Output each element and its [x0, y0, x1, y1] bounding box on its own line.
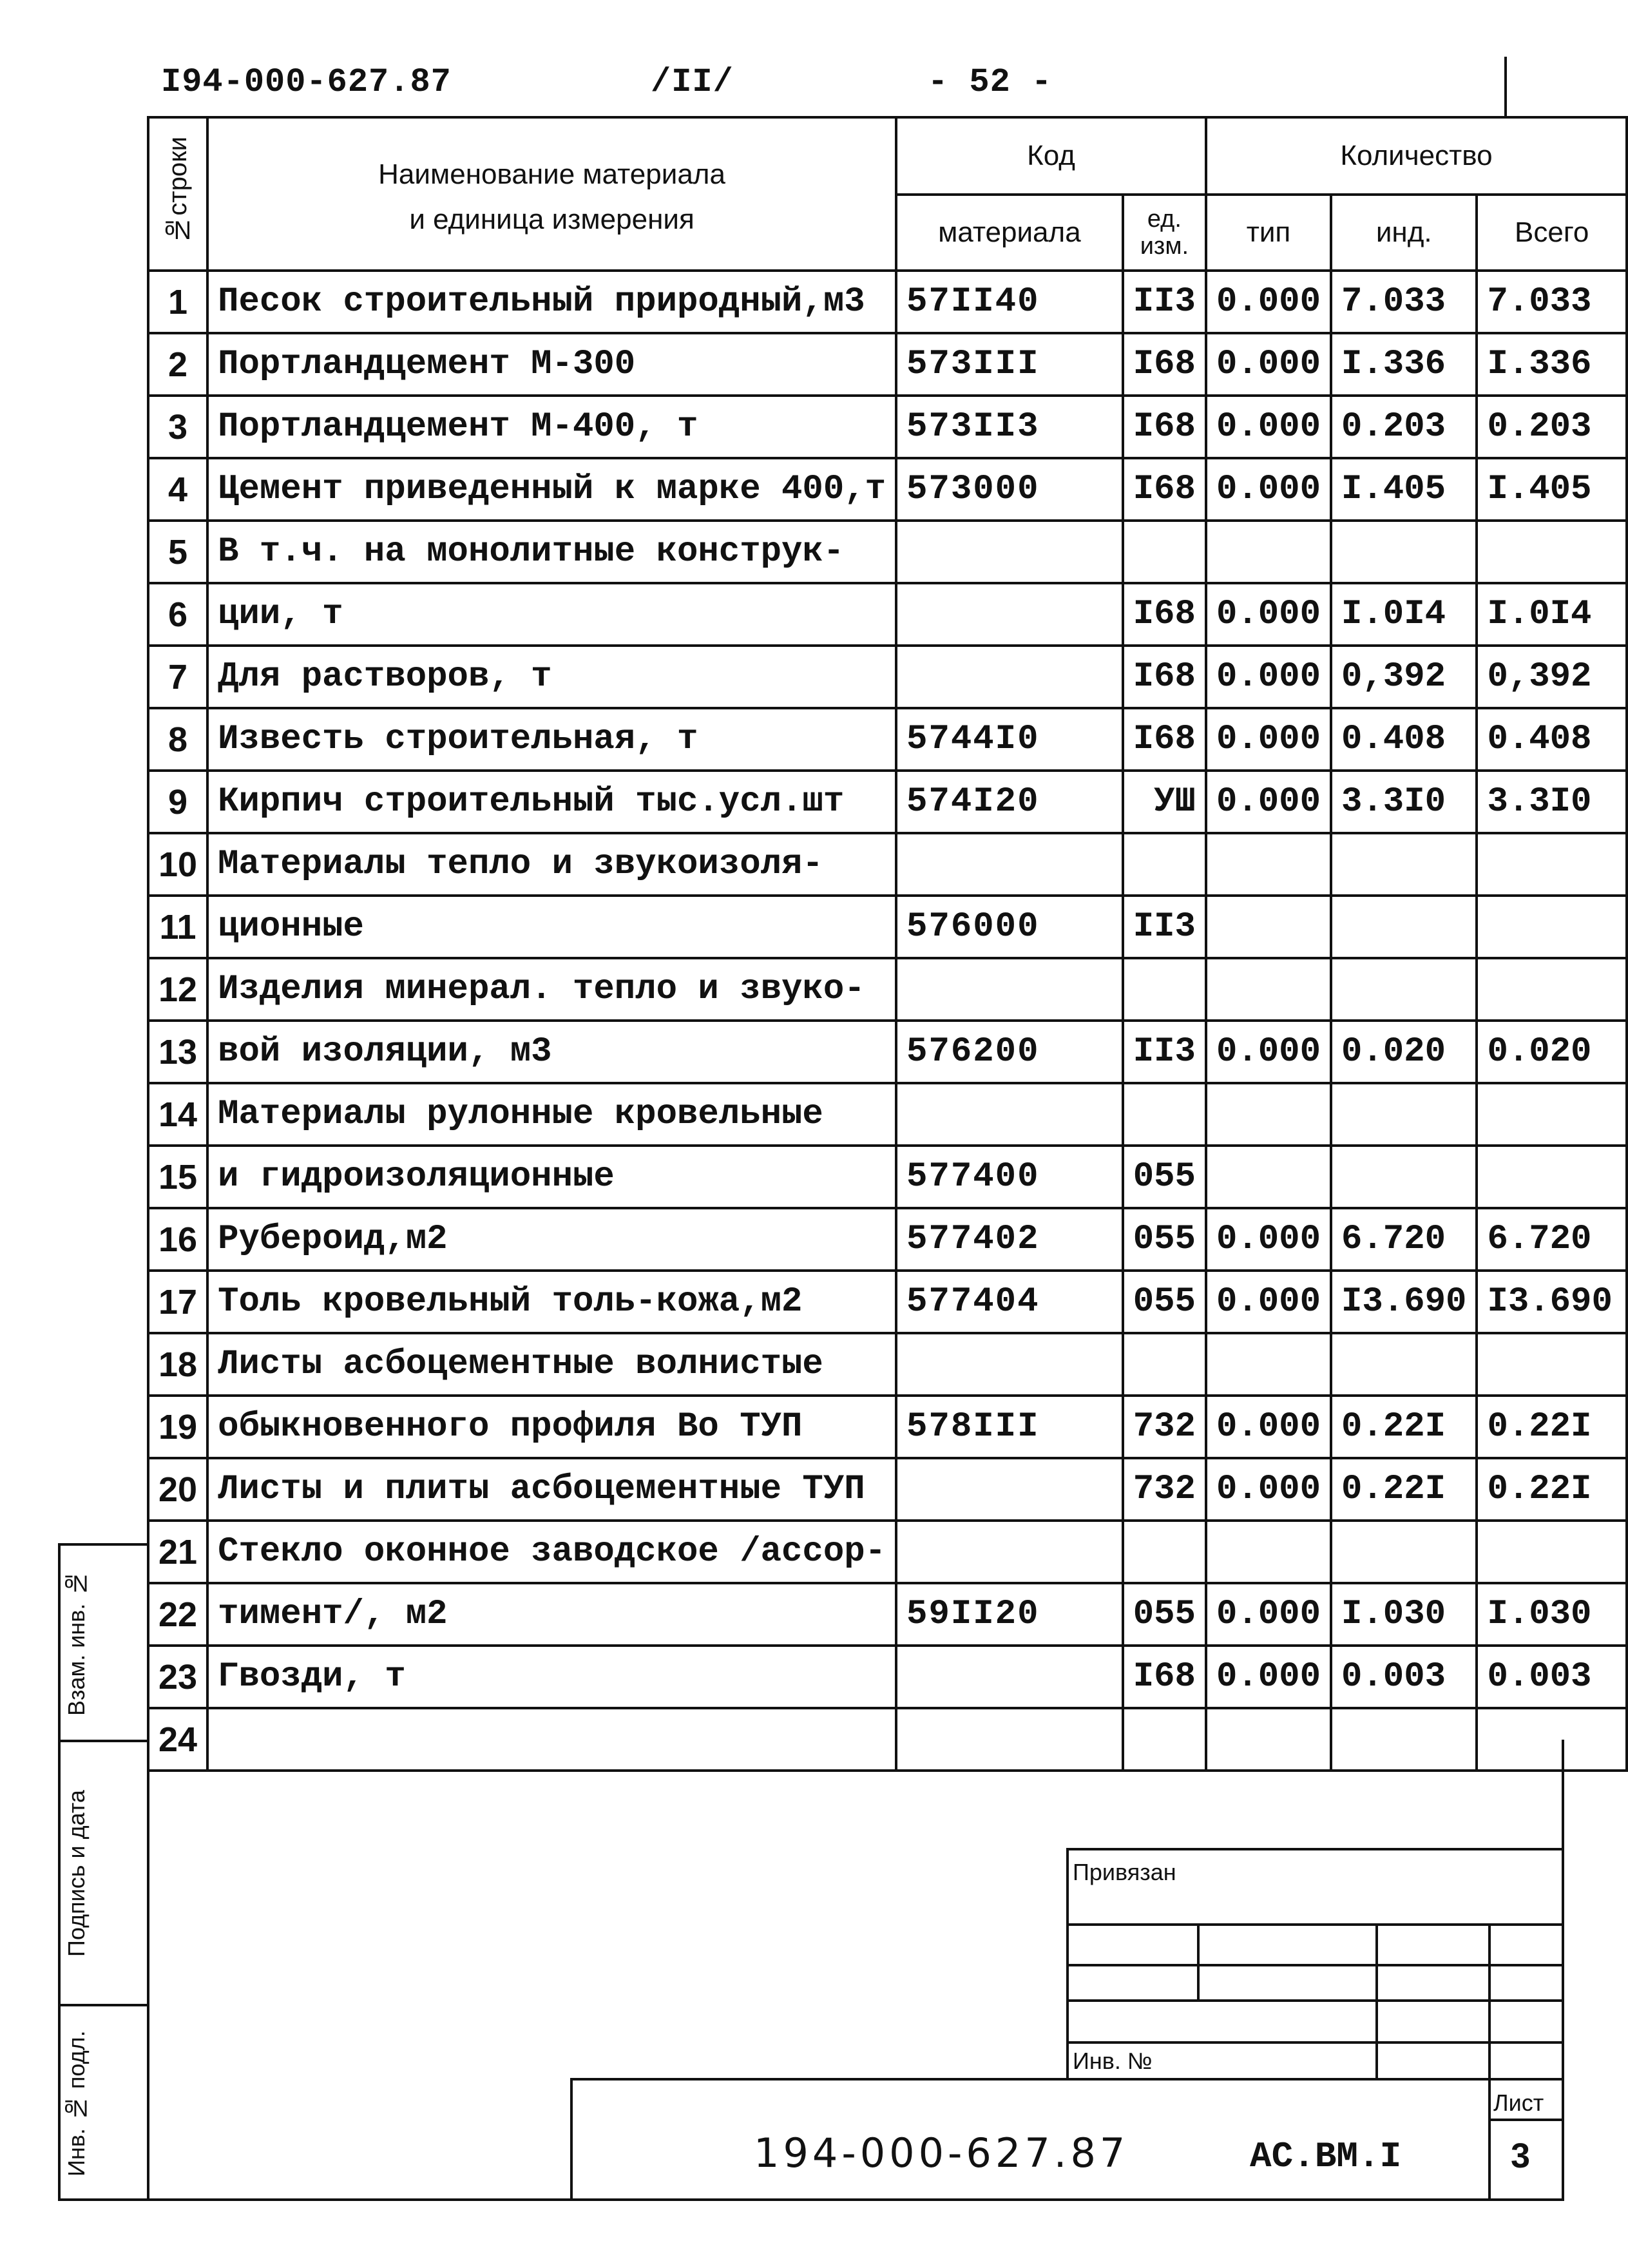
qty-total: I.030 [1477, 1583, 1627, 1646]
material-name: обыкновенного профиля Во ТУП [207, 1396, 896, 1458]
row-number: 15 [148, 1146, 207, 1208]
material-code: 577404 [896, 1271, 1123, 1333]
row-number: 20 [148, 1458, 207, 1521]
unit-code: I68 [1123, 583, 1206, 646]
qty-type: 0.000 [1206, 771, 1331, 833]
row-number: 16 [148, 1208, 207, 1271]
qty-ind: 0.203 [1331, 396, 1477, 458]
material-name: Материалы тепло и звукоизоля- [207, 833, 896, 896]
table-row [148, 1021, 1627, 1083]
unit-code: I68 [1123, 333, 1206, 396]
qty-ind: 3.3I0 [1331, 771, 1477, 833]
qty-type [1206, 958, 1331, 1021]
unit-code: 055 [1123, 1271, 1206, 1333]
table-row [148, 1646, 1627, 1708]
header-row-number-label: №строки [163, 137, 192, 244]
unit-code: 732 [1123, 1458, 1206, 1521]
table-row [148, 1458, 1627, 1521]
qty-ind: 0,392 [1331, 646, 1477, 708]
table-row [148, 396, 1627, 458]
table-row [148, 896, 1627, 958]
table-row [148, 646, 1627, 708]
header-quantity-group: Количество [1206, 117, 1627, 195]
unit-code: II3 [1123, 271, 1206, 333]
qty-total: I.405 [1477, 458, 1627, 521]
material-name: Толь кровельный толь-кожа,м2 [207, 1271, 896, 1333]
table-row [148, 333, 1627, 396]
unit-code: 055 [1123, 1583, 1206, 1646]
material-name: Известь строительная, т [207, 708, 896, 771]
qty-type: 0.000 [1206, 1646, 1331, 1708]
row-number: 8 [148, 708, 207, 771]
qty-total [1477, 896, 1627, 958]
table-row [148, 708, 1627, 771]
table-row [148, 521, 1627, 583]
side-stamp-divider-1 [58, 1740, 148, 1742]
qty-type: 0.000 [1206, 1396, 1331, 1458]
side-inv-podl: Инв. № подл. [63, 2030, 90, 2177]
table-row [148, 1583, 1627, 1646]
material-name: и гидроизоляционные [207, 1146, 896, 1208]
qty-total [1477, 1333, 1627, 1396]
row-number: 23 [148, 1646, 207, 1708]
header-qty-ind: инд. [1331, 195, 1477, 271]
qty-total: 0.408 [1477, 708, 1627, 771]
row-number: 3 [148, 396, 207, 458]
table-row [148, 958, 1627, 1021]
table-row [148, 458, 1627, 521]
qty-type: 0.000 [1206, 708, 1331, 771]
row-number: 4 [148, 458, 207, 521]
qty-ind [1331, 1521, 1477, 1583]
material-code: 5744I0 [896, 708, 1123, 771]
qty-total [1477, 833, 1627, 896]
material-code [896, 958, 1123, 1021]
table-row [148, 1333, 1627, 1396]
tb-stamp-top [570, 2078, 1564, 2081]
qty-type [1206, 1146, 1331, 1208]
header-page-number: - 52 - [928, 63, 1053, 101]
qty-total: I3.690 [1477, 1271, 1627, 1333]
qty-ind [1331, 1708, 1477, 1771]
unit-code [1123, 521, 1206, 583]
qty-type: 0.000 [1206, 1208, 1331, 1271]
tb-doc-number: 194-000-627.87 [754, 2129, 1129, 2177]
qty-type: 0.000 [1206, 396, 1331, 458]
material-code [896, 583, 1123, 646]
qty-ind: I3.690 [1331, 1271, 1477, 1333]
table-row [148, 771, 1627, 833]
qty-type: 0.000 [1206, 333, 1331, 396]
qty-total: 0,392 [1477, 646, 1627, 708]
header-divider [1504, 57, 1507, 118]
qty-ind: 7.033 [1331, 271, 1477, 333]
qty-total: 7.033 [1477, 271, 1627, 333]
tb-privyazan-top [1066, 1848, 1564, 1850]
unit-code [1123, 1521, 1206, 1583]
material-name: Изделия минерал. тепло и звуко- [207, 958, 896, 1021]
unit-code: 055 [1123, 1146, 1206, 1208]
material-code [896, 646, 1123, 708]
unit-code: УШ [1123, 771, 1206, 833]
qty-total: 0.003 [1477, 1646, 1627, 1708]
qty-total: I.0I4 [1477, 583, 1627, 646]
row-number: 18 [148, 1333, 207, 1396]
material-name: ции, т [207, 583, 896, 646]
qty-ind: I.0I4 [1331, 583, 1477, 646]
qty-ind: 6.720 [1331, 1208, 1477, 1271]
qty-type [1206, 1333, 1331, 1396]
header-doc-number: I94-000-627.87 [161, 63, 452, 101]
qty-total [1477, 521, 1627, 583]
qty-total [1477, 1521, 1627, 1583]
row-number: 13 [148, 1021, 207, 1083]
tb-sheet-divider [1488, 2119, 1564, 2121]
material-name: В т.ч. на монолитные конструк- [207, 521, 896, 583]
unit-code: I68 [1123, 396, 1206, 458]
table-row [148, 1396, 1627, 1458]
material-code [896, 1521, 1123, 1583]
frame-bottom-line [147, 2198, 1564, 2201]
qty-total: 0.020 [1477, 1021, 1627, 1083]
qty-ind: I.336 [1331, 333, 1477, 396]
qty-ind [1331, 521, 1477, 583]
unit-code [1123, 958, 1206, 1021]
material-name [207, 1708, 896, 1771]
material-code [896, 1458, 1123, 1521]
qty-total: 0.22I [1477, 1396, 1627, 1458]
qty-type: 0.000 [1206, 1271, 1331, 1333]
material-name: Цемент приведенный к марке 400,т [207, 458, 896, 521]
unit-code: I68 [1123, 458, 1206, 521]
qty-total: 6.720 [1477, 1208, 1627, 1271]
material-name: Листы асбоцементные волнистые [207, 1333, 896, 1396]
material-code: 578III [896, 1396, 1123, 1458]
unit-code [1123, 1708, 1206, 1771]
materials-table [147, 116, 1628, 1772]
qty-ind: 0.408 [1331, 708, 1477, 771]
tb-grid-vline-1 [1197, 1923, 1200, 2001]
material-code: 576000 [896, 896, 1123, 958]
header-volume: /II/ [651, 63, 734, 101]
unit-code [1123, 1083, 1206, 1146]
header-qty-total: Всего [1477, 195, 1627, 271]
tb-inv-no-label: Инв. № [1073, 2048, 1153, 2074]
row-number: 22 [148, 1583, 207, 1646]
material-name: Портландцемент М-400, т [207, 396, 896, 458]
row-number: 24 [148, 1708, 207, 1771]
unit-code: II3 [1123, 896, 1206, 958]
row-number: 1 [148, 271, 207, 333]
material-code [896, 1083, 1123, 1146]
qty-total [1477, 1146, 1627, 1208]
material-name: тимент/, м2 [207, 1583, 896, 1646]
row-number: 21 [148, 1521, 207, 1583]
qty-type: 0.000 [1206, 1021, 1331, 1083]
tb-stamp-left [570, 2078, 573, 2200]
qty-ind: 0.22I [1331, 1396, 1477, 1458]
frame-right-line [1562, 1740, 1564, 2201]
row-number: 11 [148, 896, 207, 958]
material-name: ционные [207, 896, 896, 958]
unit-code [1123, 833, 1206, 896]
material-name: Гвозди, т [207, 1646, 896, 1708]
row-number: 10 [148, 833, 207, 896]
material-code [896, 1646, 1123, 1708]
qty-type: 0.000 [1206, 271, 1331, 333]
row-number: 9 [148, 771, 207, 833]
header-row-number [148, 117, 207, 271]
qty-ind: I.030 [1331, 1583, 1477, 1646]
material-code: 573III [896, 333, 1123, 396]
material-name: Рубероид,м2 [207, 1208, 896, 1271]
side-stamp-top-line [58, 1543, 148, 1546]
material-name: Материалы рулонные кровельные [207, 1083, 896, 1146]
qty-ind: 0.22I [1331, 1458, 1477, 1521]
material-name: Кирпич строительный тыс.усл.шт [207, 771, 896, 833]
material-name: Стекло оконное заводское /ассор- [207, 1521, 896, 1583]
unit-code: 732 [1123, 1396, 1206, 1458]
tb-privyazan-label: Привязан [1073, 1859, 1176, 1885]
tb-grid-vline-2 [1375, 1923, 1378, 2080]
row-number: 17 [148, 1271, 207, 1333]
material-name: вой изоляции, м3 [207, 1021, 896, 1083]
material-name: Портландцемент М-300 [207, 333, 896, 396]
qty-ind: 0.003 [1331, 1646, 1477, 1708]
material-code: 574I20 [896, 771, 1123, 833]
row-number: 19 [148, 1396, 207, 1458]
table-row [148, 271, 1627, 333]
tb-sheet-number: 3 [1511, 2137, 1531, 2175]
row-number: 2 [148, 333, 207, 396]
row-number: 6 [148, 583, 207, 646]
table-row [148, 1146, 1627, 1208]
qty-ind [1331, 833, 1477, 896]
qty-type: 0.000 [1206, 646, 1331, 708]
table-body [148, 271, 1627, 1771]
qty-type [1206, 521, 1331, 583]
qty-type [1206, 833, 1331, 896]
material-code [896, 1708, 1123, 1771]
qty-ind: 0.020 [1331, 1021, 1477, 1083]
qty-ind [1331, 896, 1477, 958]
tb-doc-code: АС.ВМ.I [1250, 2136, 1402, 2177]
side-signature-date: Подпись и дата [63, 1790, 90, 1957]
qty-ind [1331, 1333, 1477, 1396]
material-name: Для растворов, т [207, 646, 896, 708]
side-vzam-inv: Взам. инв. № [63, 1570, 90, 1716]
header-code-material: материала [896, 195, 1123, 271]
qty-ind [1331, 1083, 1477, 1146]
unit-code: II3 [1123, 1021, 1206, 1083]
qty-total [1477, 1083, 1627, 1146]
unit-code: I68 [1123, 646, 1206, 708]
qty-ind [1331, 1146, 1477, 1208]
unit-code [1123, 1333, 1206, 1396]
tb-grid-vline-3 [1488, 1923, 1491, 2200]
table-row [148, 1271, 1627, 1333]
qty-total: 0.22I [1477, 1458, 1627, 1521]
table-row [148, 583, 1627, 646]
qty-total: 0.203 [1477, 396, 1627, 458]
table-row [148, 1083, 1627, 1146]
material-code: 573000 [896, 458, 1123, 521]
material-code: 57II40 [896, 271, 1123, 333]
material-code: 577400 [896, 1146, 1123, 1208]
unit-code: I68 [1123, 1646, 1206, 1708]
qty-total [1477, 958, 1627, 1021]
material-name: Листы и плиты асбоцементные ТУП [207, 1458, 896, 1521]
material-code: 59II20 [896, 1583, 1123, 1646]
material-code: 573II3 [896, 396, 1123, 458]
material-code [896, 833, 1123, 896]
material-code: 577402 [896, 1208, 1123, 1271]
row-number: 14 [148, 1083, 207, 1146]
header-material-name: Наименование материала и единица измерения [207, 117, 896, 271]
qty-type [1206, 1083, 1331, 1146]
tb-sheet-label: Лист [1493, 2090, 1544, 2116]
row-number: 7 [148, 646, 207, 708]
qty-total: 3.3I0 [1477, 771, 1627, 833]
material-code [896, 521, 1123, 583]
table-row [148, 1208, 1627, 1271]
material-code [896, 1333, 1123, 1396]
header-qty-type: тип [1206, 195, 1331, 271]
header-code-group: Код [896, 117, 1206, 195]
table-row [148, 833, 1627, 896]
qty-type: 0.000 [1206, 583, 1331, 646]
table-row [148, 1521, 1627, 1583]
qty-total [1477, 1708, 1627, 1771]
qty-type: 0.000 [1206, 1583, 1331, 1646]
qty-type [1206, 1521, 1331, 1583]
row-number: 12 [148, 958, 207, 1021]
table-row [148, 1708, 1627, 1771]
side-stamp-left-line [58, 1543, 61, 2200]
qty-type [1206, 896, 1331, 958]
qty-type: 0.000 [1206, 458, 1331, 521]
unit-code: 055 [1123, 1208, 1206, 1271]
header-code-unit: ед. изм. [1123, 195, 1206, 271]
side-stamp-bottom-line [58, 2198, 148, 2201]
frame-left-line [147, 1746, 149, 2201]
qty-type: 0.000 [1206, 1458, 1331, 1521]
qty-total: I.336 [1477, 333, 1627, 396]
side-stamp-divider-2 [58, 2004, 148, 2006]
material-code: 576200 [896, 1021, 1123, 1083]
qty-ind [1331, 958, 1477, 1021]
unit-code: I68 [1123, 708, 1206, 771]
row-number: 5 [148, 521, 207, 583]
qty-ind: I.405 [1331, 458, 1477, 521]
qty-type [1206, 1708, 1331, 1771]
material-name: Песок строительный природный,м3 [207, 271, 896, 333]
